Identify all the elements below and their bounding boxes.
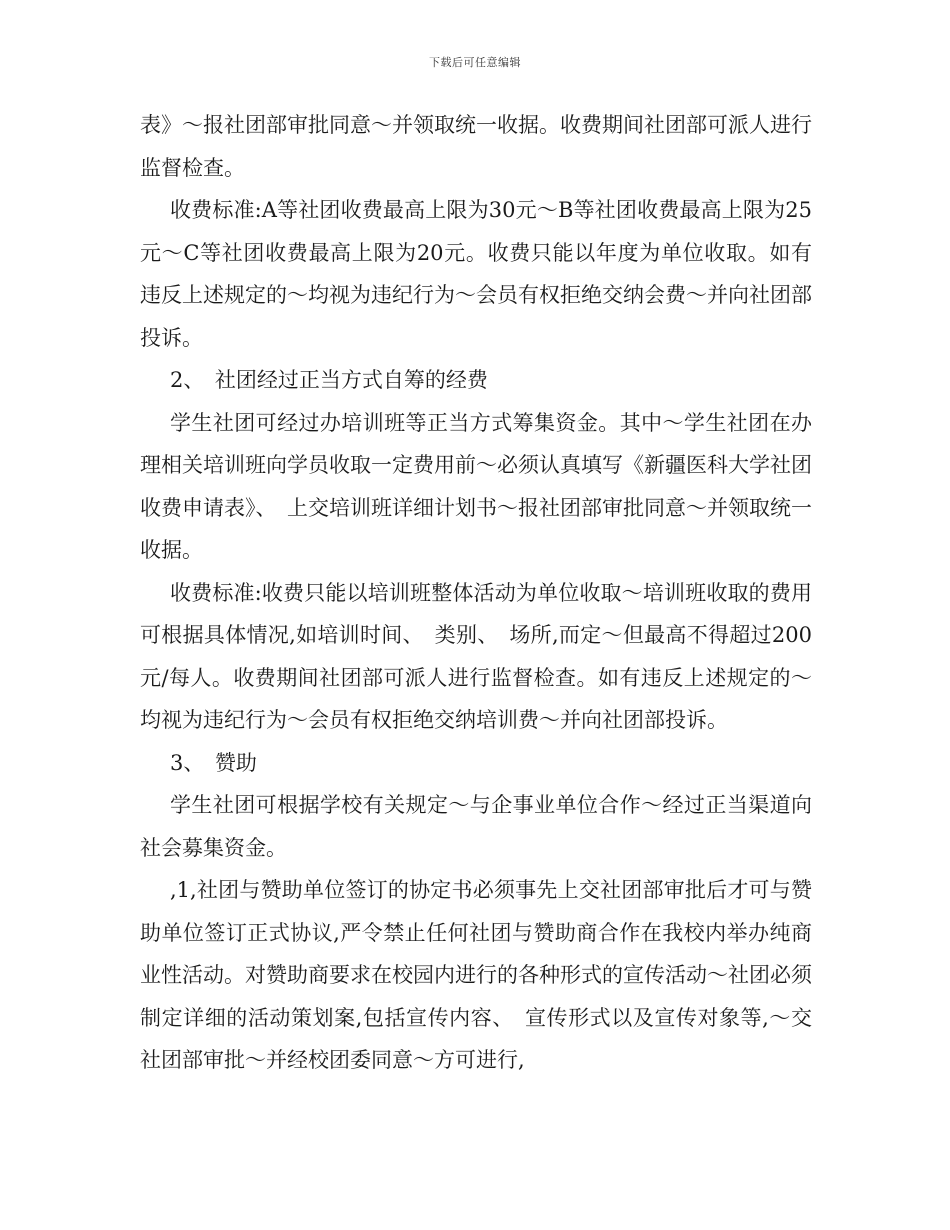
paragraph-continuation: 表》～报社团部审批同意～并领取统一收据。收费期间社团部可派人进行监督检查。 [140, 113, 812, 180]
paragraph-sponsorship-agreement: ,1,社团与赞助单位签订的协定书必须事先上交社团部审批后才可与赞助单位签订正式协议,严令禁止任何社团与赞助商合作在我校内举办纯商业性活动。对赞助商要求在校园内进行的各种形式的宣传活动～社团必须制定详细的活动策划案,包括宣传内容、 宣传形式以及宣传对象等,～交社团部审批～并经校团委同意～方可进行, [140, 878, 812, 1072]
paragraph-sponsorship: 学生社团可根据学校有关规定～与企事业单位合作～经过正当渠道向社会募集资金。 [140, 793, 812, 860]
section-heading-3: 3、 赞助 [170, 750, 257, 775]
page-header: 下载后可任意编辑 [429, 56, 521, 69]
paragraph-fee-standard-clubs: 收费标准:A等社团收费最高上限为30元～B等社团收费最高上限为25元～C等社团收费最高上限为20元。收费只能以年度为单位收取。如有违反上述规定的～均视为违纪行为～会员有权拒绝交纳会费～并向社团部投诉。 [140, 198, 812, 350]
paragraph-fee-standard-training: 收费标准:收费只能以培训班整体活动为单位收取～培训班收取的费用可根据具体情况,如培训时间、 类别、 场所,而定～但最高不得超过200元/每人。收费期间社团部可派人进行监督检查。如有违反上述规定的～均视为违纪行为～会员有权拒绝交纳培训费～并向社团部投诉。 [140, 580, 812, 732]
document-body [140, 104, 812, 1082]
paragraph-training-funds: 学生社团可经过办培训班等正当方式筹集资金。其中～学生社团在办理相关培训班向学员收取一定费用前～必须认真填写《新疆医科大学社团收费申请表》、 上交培训班详细计划书～报社团部审批同意～并领取统一收据。 [140, 410, 812, 562]
section-heading-2: 2、 社团经过正当方式自筹的经费 [170, 368, 488, 392]
